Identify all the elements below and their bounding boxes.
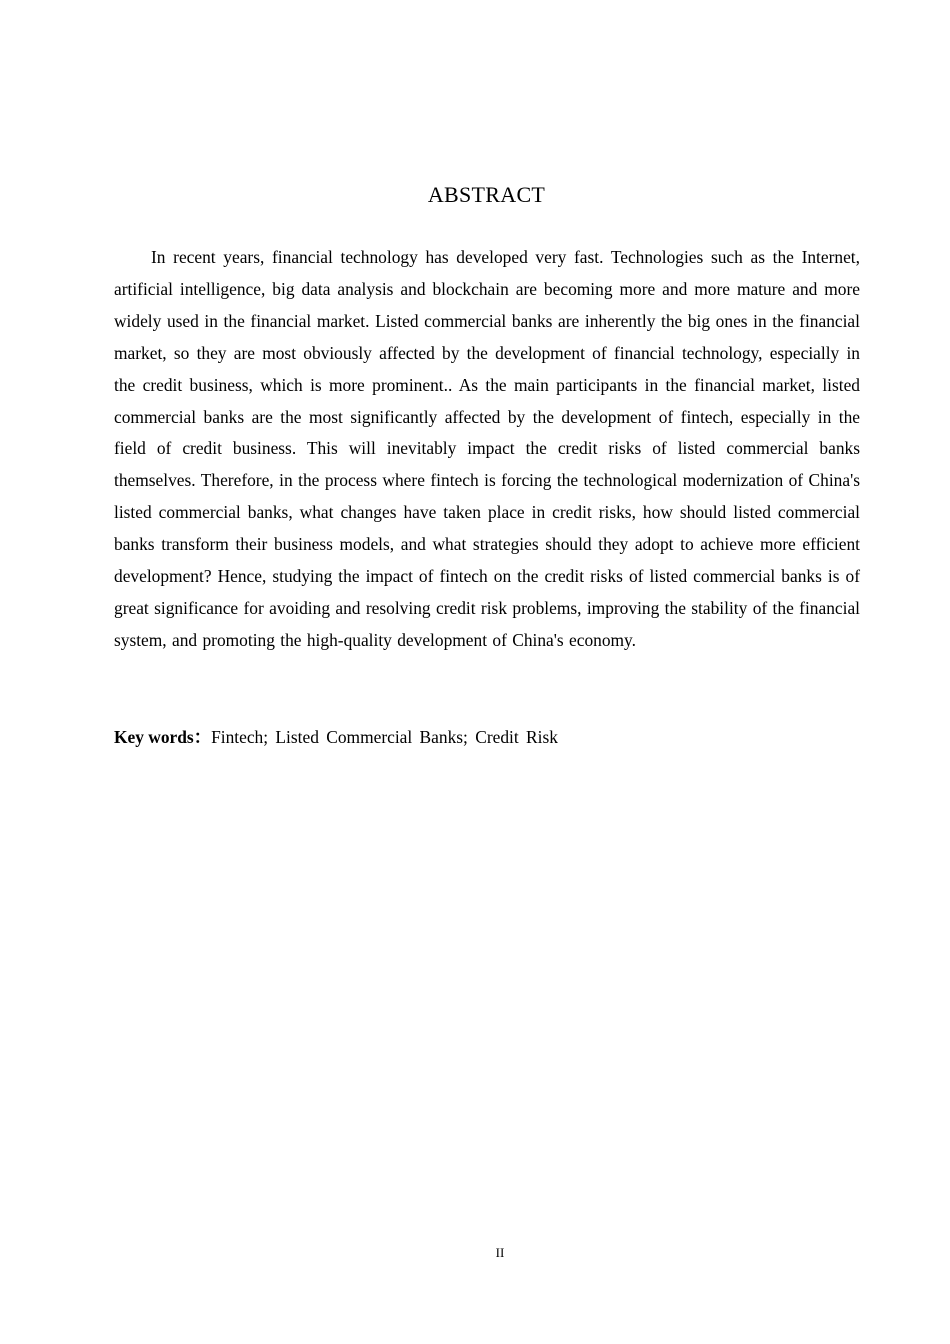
abstract-title: ABSTRACT xyxy=(427,182,546,207)
page-number: II xyxy=(495,1245,505,1260)
keywords-value: Fintech; Listed Commercial Banks; Credit Risk xyxy=(211,727,558,747)
keywords-line xyxy=(114,722,860,752)
keywords-label: Key words： xyxy=(114,727,212,747)
abstract-body: In recent years, financial technology has developed very fast. Technologies such as the Internet, artificial intelligence, big data analysis and blockchain are becoming more and more mature and more widely used in the financial market. Listed commercial banks are inherently the big ones in the financial market, so they are most obviously affected by the development of financial technology, especially in the credit business, which is more prominent.. As the main participants in the financial market, listed commercial banks are the most significantly affected by the development of fintech, especially in the field of credit business. This will inevitably impact the credit risks of listed commercial banks themselves. Therefore, in the process where fintech is forcing the technological modernization of China's listed commercial banks, what changes have taken place in credit risks, how should listed commercial banks transform their business models, and what strategies should they adopt to achieve more efficient development? Hence, studying the impact of fintech on the credit risks of listed commercial banks is of great significance for avoiding and resolving credit risk problems, improving the stability of the financial system, and promoting the high-quality development of China's economy. xyxy=(114,247,860,650)
